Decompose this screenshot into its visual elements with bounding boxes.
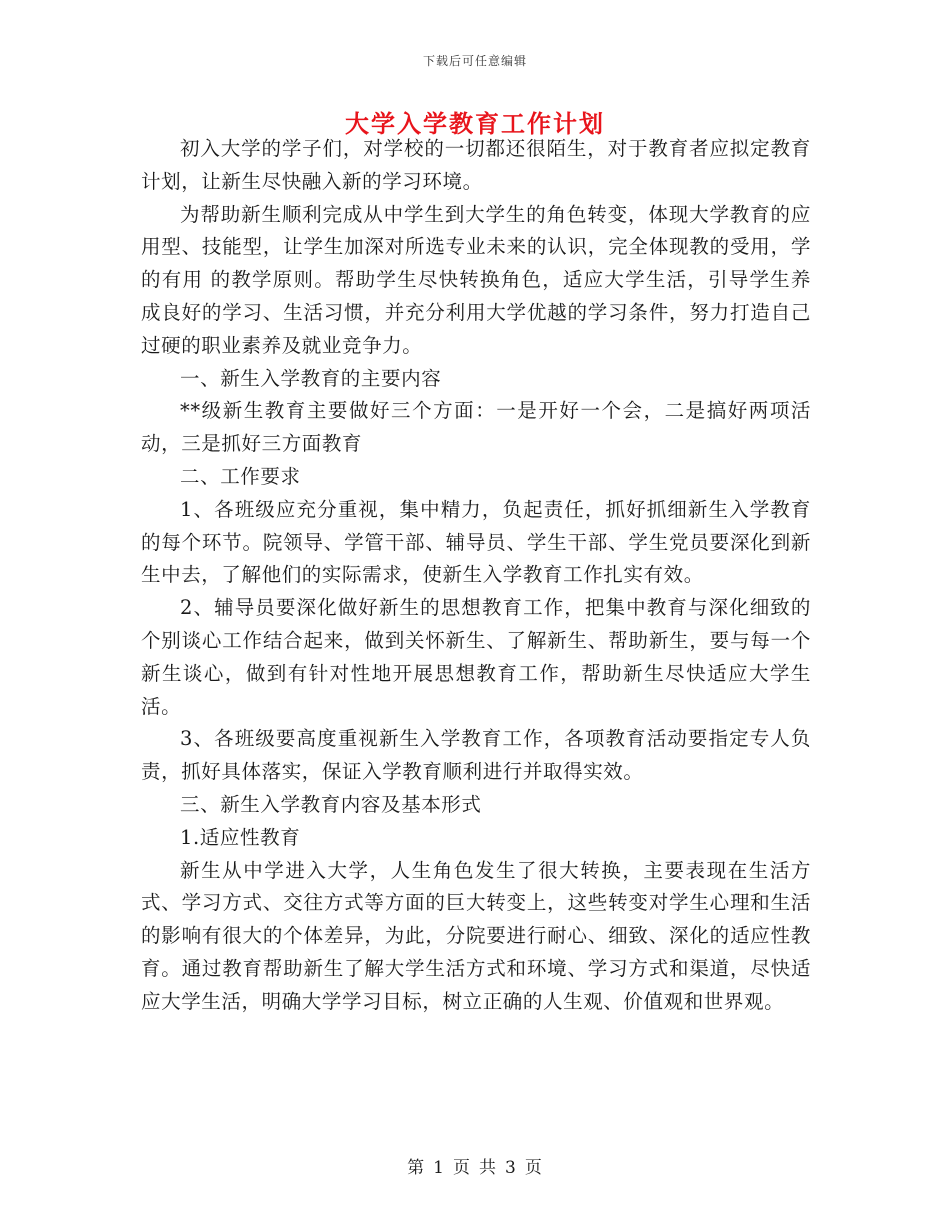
paragraph-purpose: 为帮助新生顺利完成从中学生到大学生的角色转变，体现大学教育的应用型、技能型，让学生加深对所选专业未来的认识，完全体现教的受用，学的有用 的教学原则。帮助学生尽快转换角色，适应大学生活，引导学生养成良好的学习、生活习惯，并充分利用大学优越的学习条件，努力打造自己过硬的职业素养及就业竞争力。	[141, 202, 811, 357]
paragraph-requirement-3: 3、各班级要高度重视新生入学教育工作，各项教育活动要指定专人负责，抓好具体落实，保证入学教育顺利进行并取得实效。	[141, 727, 811, 784]
footer-label-suffix: 页	[524, 1158, 543, 1178]
section-heading-3: 三、新生入学教育内容及基本形式	[180, 792, 482, 816]
page-header-note: 下载后可任意编辑	[422, 54, 527, 68]
footer-label-total: 共	[479, 1158, 497, 1178]
subsection-heading-1: 1.适应性教育	[180, 825, 301, 849]
paragraph-requirement-2: 2、辅导员要深化做好新生的思想教育工作，把集中教育与深化细致的个别谈心工作结合起来，做到关怀新生、了解新生、帮助新生，要与每一个新生谈心，做到有针对性地开展思想教育工作，帮助新生尽快适应大学生活。	[141, 596, 811, 718]
document-title: 大学入学教育工作计划	[345, 109, 605, 138]
paragraph-requirement-1: 1、各班级应充分重视，集中精力，负起责任，抓好抓细新生入学教育的每个环节。院领导、学管干部、辅导员、学生干部、学生党员要深化到新生中去，了解他们的实际需求，使新生入学教育工作扎实有效。	[141, 497, 811, 587]
footer-current-page: 1	[433, 1158, 445, 1178]
footer-total-pages: 3	[505, 1158, 517, 1178]
section-heading-1: 一、新生入学教育的主要内容	[180, 366, 442, 390]
paragraph-main-content: **级新生教育主要做好三个方面：一是开好一个会，二是搞好两项活动，三是抓好三方面教育	[141, 399, 811, 456]
paragraph-intro: 初入大学的学子们，对学校的一切都还很陌生，对于教育者应拟定教育计划，让新生尽快融入新的学习环境。	[141, 137, 811, 193]
document-body	[141, 133, 811, 1019]
section-heading-2: 二、工作要求	[180, 464, 301, 488]
page-footer	[0, 1153, 950, 1178]
paragraph-adaptation: 新生从中学进入大学，人生角色发生了很大转换，主要表现在生活方式、学习方式、交往方式等方面的巨大转变上，这些转变对学生心理和生活的影响有很大的个体差异，为此，分院要进行耐心、细致、深化的适应性教育。通过教育帮助新生了解大学生活方式和环境、学习方式和渠道，尽快适应大学生活，明确大学学习目标，树立正确的人生观、价值观和世界观。	[141, 858, 811, 1013]
footer-label-page: 页	[453, 1158, 471, 1178]
footer-label-prefix: 第	[407, 1158, 426, 1178]
